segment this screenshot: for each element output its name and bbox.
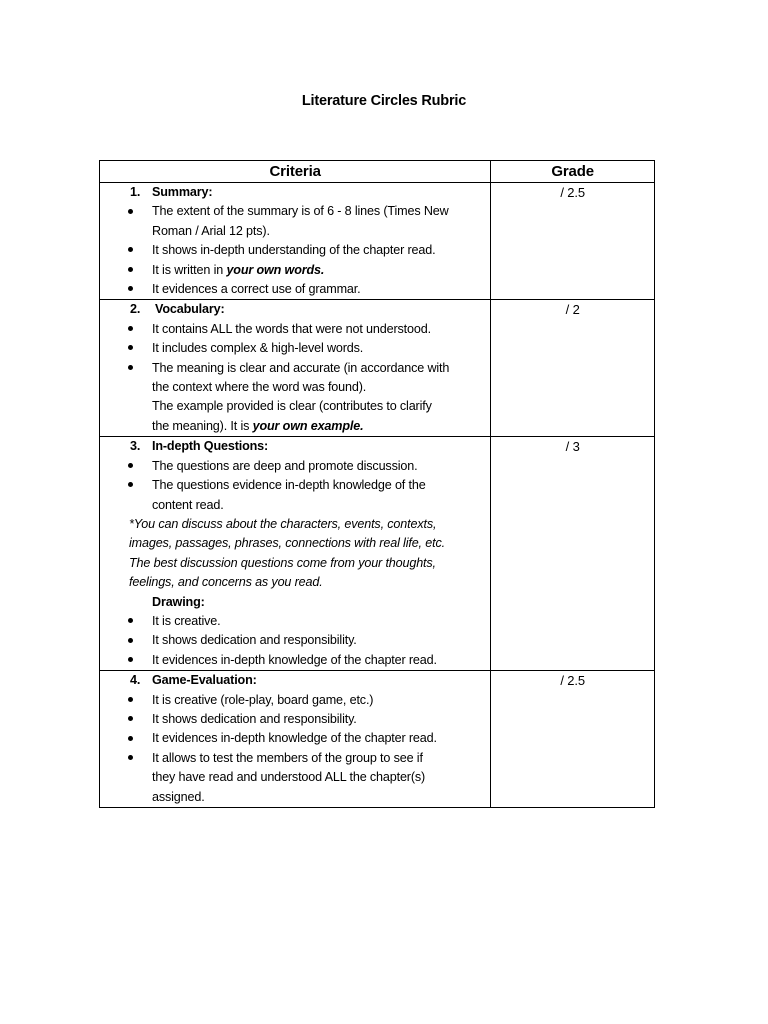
bullet-continuation: the context where the word was found). bbox=[152, 380, 367, 395]
bullet-icon bbox=[128, 320, 133, 339]
bullet-icon bbox=[128, 261, 133, 280]
criterion-bullet: The extent of the summary is of 6 - 8 lines (Times New bbox=[100, 202, 490, 221]
criterion-heading: 3. In-depth Questions: bbox=[100, 437, 490, 456]
bullet-icon bbox=[128, 651, 133, 670]
criterion-bullet: It evidences in-depth knowledge of the chapter read. bbox=[100, 651, 490, 670]
table-row bbox=[100, 437, 655, 671]
bullet-icon bbox=[128, 710, 133, 729]
table-row bbox=[100, 671, 655, 808]
bullet-continuation: assigned. bbox=[152, 789, 205, 804]
criterion-heading: 4. Game-Evaluation: bbox=[100, 671, 490, 690]
criterion-bullet: The meaning is clear and accurate (in accordance with bbox=[100, 359, 490, 378]
grade-cell-questions: / 3 bbox=[491, 437, 655, 671]
criterion-number: 2. bbox=[130, 302, 141, 317]
bullet-icon bbox=[128, 241, 133, 260]
criterion-bullet: It includes complex & high-level words. bbox=[100, 339, 490, 358]
criterion-bullet: It allows to test the members of the group to see if bbox=[100, 749, 490, 768]
sub-heading-drawing: Drawing: bbox=[152, 594, 205, 609]
criterion-bullet: The questions are deep and promote discussion. bbox=[100, 457, 490, 476]
criterion-heading: 2. Vocabulary: bbox=[100, 300, 490, 319]
criterion-bullet: It is written in your own words. bbox=[100, 261, 490, 280]
note-line: images, passages, phrases, connections with real life, etc. bbox=[129, 536, 445, 551]
bullet-icon bbox=[128, 359, 133, 378]
grade-column-header: Grade bbox=[491, 161, 655, 183]
bullet-continuation: content read. bbox=[152, 497, 224, 512]
criterion-bullet: It shows dedication and responsibility. bbox=[100, 631, 490, 650]
criteria-cell-summary bbox=[100, 183, 491, 300]
emphasis-text: your own example. bbox=[252, 418, 364, 433]
criterion-bullet: The questions evidence in-depth knowledge of the bbox=[100, 476, 490, 495]
criterion-bullet: It shows dedication and responsibility. bbox=[100, 710, 490, 729]
bullet-icon bbox=[128, 457, 133, 476]
note-line: The best discussion questions come from your thoughts, bbox=[129, 555, 436, 570]
note-line: feelings, and concerns as you read. bbox=[129, 575, 323, 590]
criterion-number: 3. bbox=[130, 439, 141, 454]
criterion-bullet: It shows in-depth understanding of the chapter read. bbox=[100, 241, 490, 260]
criterion-bullet: It contains ALL the words that were not understood. bbox=[100, 320, 490, 339]
criteria-column-header: Criteria bbox=[100, 161, 491, 183]
page-title: Literature Circles Rubric bbox=[301, 93, 467, 109]
bullet-icon bbox=[128, 691, 133, 710]
criterion-number: 1. bbox=[130, 185, 141, 199]
bullet-continuation: they have read and understood ALL the chapter(s) bbox=[152, 770, 426, 785]
bullet-icon bbox=[128, 749, 133, 768]
bullet-continuation: Roman / Arial 12 pts). bbox=[152, 223, 270, 238]
bullet-icon bbox=[128, 612, 133, 631]
example-line: The example provided is clear (contributes to clarify bbox=[152, 399, 432, 414]
bullet-icon bbox=[128, 202, 133, 221]
bullet-icon bbox=[128, 339, 133, 358]
criterion-bullet: It is creative (role-play, board game, etc.) bbox=[100, 691, 490, 710]
table-header-row bbox=[100, 161, 655, 183]
note-line: *You can discuss about the characters, events, contexts, bbox=[129, 516, 437, 531]
table-row bbox=[100, 300, 655, 437]
criterion-bullet: It evidences a correct use of grammar. bbox=[100, 280, 490, 299]
bullet-icon bbox=[128, 280, 133, 299]
rubric-table bbox=[99, 160, 655, 808]
criteria-cell-vocabulary bbox=[100, 300, 491, 437]
criterion-bullet: It evidences in-depth knowledge of the chapter read. bbox=[100, 729, 490, 748]
table-row bbox=[100, 183, 655, 300]
grade-cell-summary: / 2.5 bbox=[491, 183, 655, 300]
grade-cell-vocabulary: / 2 bbox=[491, 300, 655, 437]
example-line: the meaning). It is your own example. bbox=[152, 418, 364, 433]
criteria-cell-questions bbox=[100, 437, 491, 671]
criterion-number: 4. bbox=[130, 673, 141, 688]
criteria-cell-game bbox=[100, 671, 491, 808]
bullet-icon bbox=[128, 476, 133, 495]
criterion-bullet: It is creative. bbox=[100, 612, 490, 631]
grade-cell-game: / 2.5 bbox=[491, 671, 655, 808]
criterion-heading: 1. Summary: bbox=[100, 183, 490, 202]
emphasis-text: your own words. bbox=[226, 262, 325, 277]
bullet-icon bbox=[128, 631, 133, 650]
bullet-icon bbox=[128, 729, 133, 748]
